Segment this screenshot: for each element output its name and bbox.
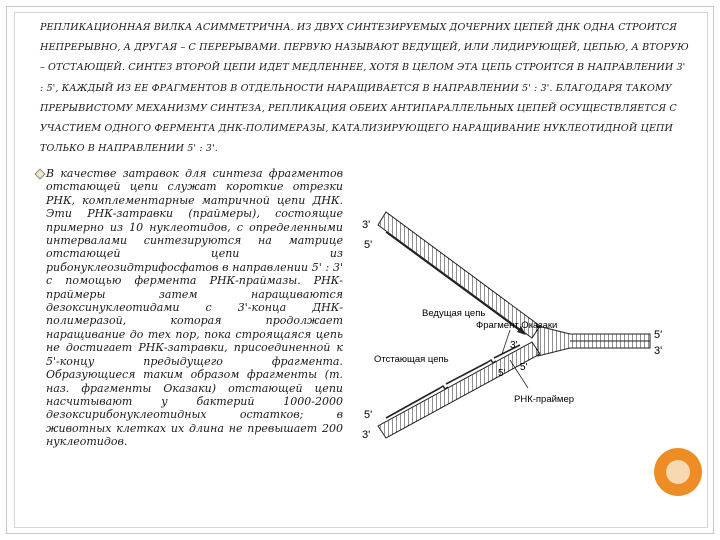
intro-paragraph: РЕПЛИКАЦИОННАЯ ВИЛКА АСИММЕТРИЧНА. ИЗ ДВУХ СИНТЕЗИРУЕМЫХ ДОЧЕРНИХ ЦЕПЕЙ ДНК ОДНА СТРОИТСЯ НЕПРЕРЫВНО, А ДРУГАЯ – С ПЕРЕРЫВАМИ. ПЕРВУЮ НАЗЫВАЮТ ВЕДУЩЕЙ, ИЛИ ЛИДИРУЮЩЕЙ, ЦЕПЬЮ, А ВТОРУЮ – ОТСТАЮЩЕЙ. СИНТЕЗ ВТОРОЙ ЦЕПИ ИДЕТ МЕДЛЕННЕЕ, ХОТЯ В ЦЕЛОМ ЭТА ЦЕПЬ СТРОИТСЯ В НАПРАВЛЕНИИ 3' : 5', КАЖДЫЙ ИЗ ЕЕ ФРАГМЕНТОВ В ОТДЕЛЬНОСТИ НАРАЩИВАЕТСЯ В НАПРАВЛЕНИИ 5' : 3'. БЛАГОДАРЯ ТАКОМУ ПРЕРЫВИСТОМУ МЕХАНИЗМУ СИНТЕЗА, РЕПЛИКАЦИЯ ОБЕИХ АНТИПАРАЛЛЕЛЬНЫХ ЦЕПЕЙ ОСУЩЕСТВЛЯЕТСЯ С УЧАСТИЕМ ОДНОГО ФЕРМЕНТА ДНК-ПОЛИМЕРАЗЫ, КАТАЛИЗИРУЮЩЕГО НАРАЩИВАНИЕ НУКЛЕОТИДНОЙ ЦЕПИ ТОЛЬКО В НАПРАВЛЕНИИ 5' : 3'. [40,22,689,155]
replication-fork-diagram [360,170,690,480]
decorative-orange-circle [654,448,702,496]
end-label-right-5: 5' [654,329,663,341]
end-label-fragment-3: 3' [510,340,518,351]
end-label-fragment-5a: 5' [498,368,506,379]
body-paragraph: В качестве затравок для синтеза фрагментов отстающей цепи служат короткие отрезки РНК, комплементарные матричной цепи ДНК. Эти РНК-затравки (праймеры), состоящие примерно из 10 нуклеотидов, с определенными интервалами синтезируются на матрице отстающей цепи из рибонуклеозидтрифосфатов в направлении 5' : 3' с помощью фермента РНК-праймазы. РНК-праймеры затем наращиваются дезоксинуклеотидами с 3'-конца ДНК-полимеразой, которая продолжает наращивание до тех пор, пока строящаяся цепь не достигает РНК-затравки, присоединенной к 5'-концу предыдущего фрагмента. Образующиеся таким образом фрагменты (т. наз. фрагменты Оказаки) отстающей цепи насчитывают у бактерий 1000-2000 дезоксирибонуклеотидных остатков; в животных клетках их длина не превышает 200 нуклеотидов. [46,167,343,449]
lagging-strand-label: Отстающая цепь [374,354,449,365]
end-label-right-3: 3' [654,345,663,357]
end-label-upper-3: 3' [362,219,371,231]
end-label-lower-3: 3' [362,429,371,441]
okazaki-fragment-label: Фрагмент Оказаки [476,320,558,331]
end-label-lower-5: 5' [364,409,373,421]
end-label-fragment-5b: 5' [520,362,528,373]
leading-strand-label: Ведущая цепь [422,308,486,319]
rna-primer-label: РНК-праймер [514,394,575,405]
end-label-upper-5: 5' [364,239,373,251]
